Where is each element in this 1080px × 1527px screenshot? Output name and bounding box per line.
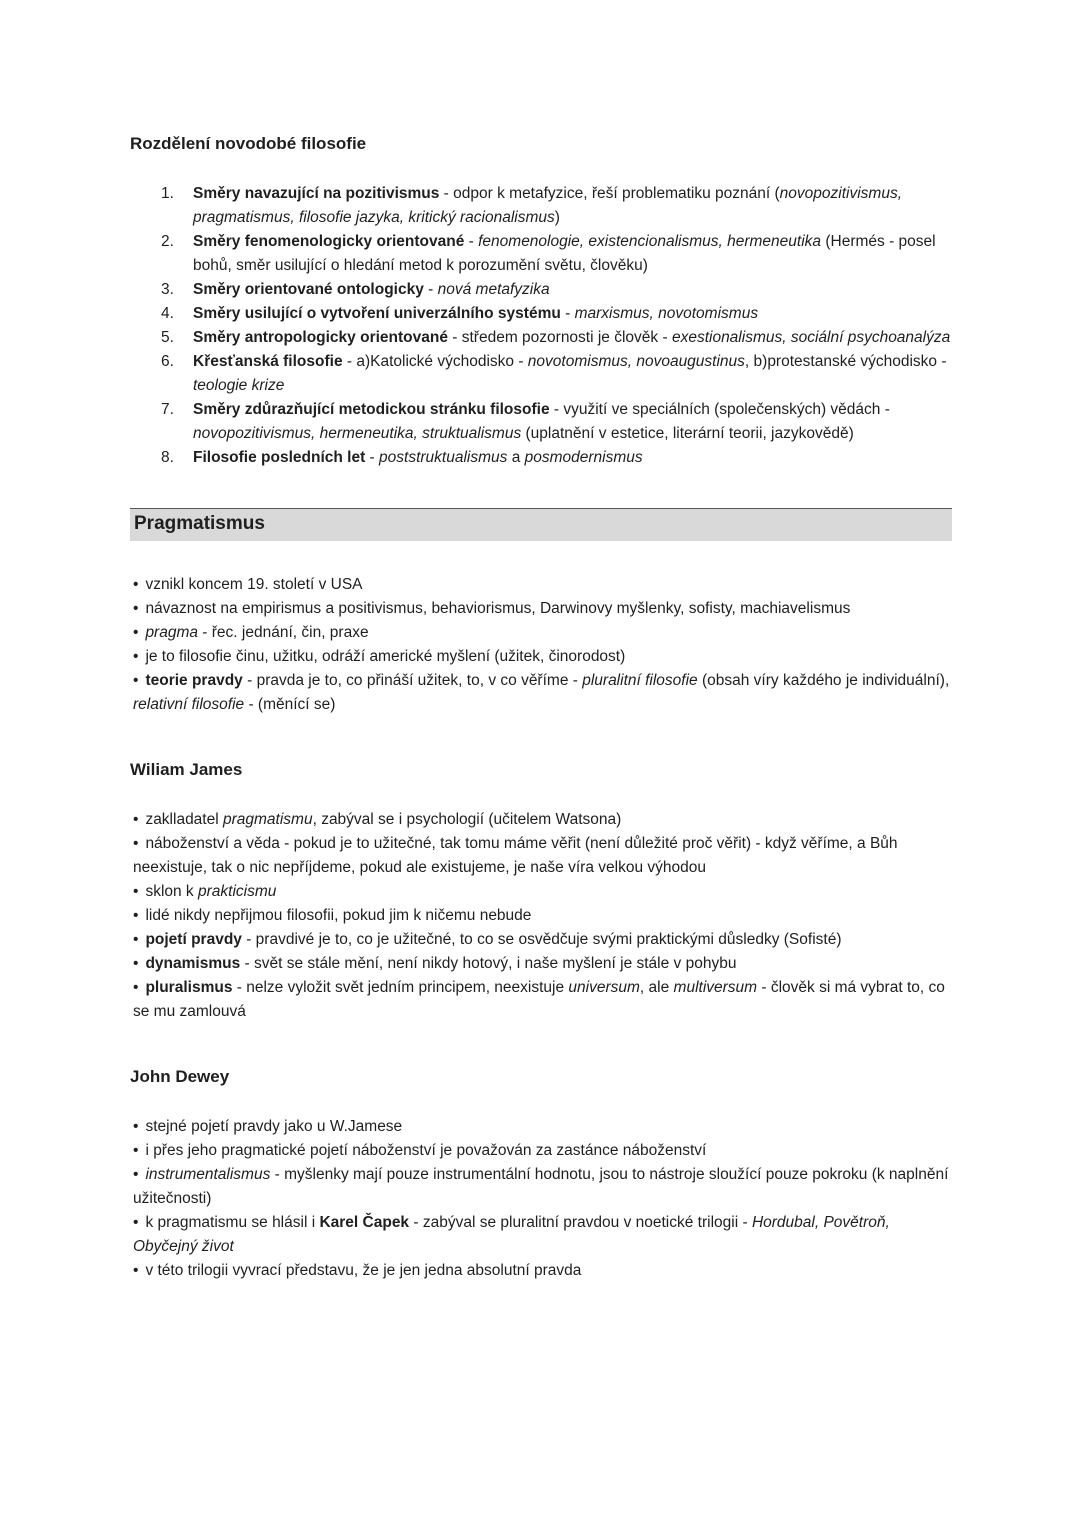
text-segment: pragma	[145, 623, 198, 641]
text-segment: (obsah víry každého je individuální),	[697, 671, 950, 689]
banner-title: Pragmatismus	[134, 513, 265, 535]
text-segment: -	[464, 233, 479, 251]
text-segment: lidé nikdy nepřijmou filosofii, pokud jim k ničemu nebude	[145, 907, 532, 925]
numbered-item	[130, 350, 952, 398]
bullet-item	[130, 928, 952, 952]
text-segment: náboženství a věda - pokud je to užitečné, tak tomu máme věřit (není důležité proč věřit) - když věříme, a Bůh neexistuje, tak o nic nepříjdeme, pokud ale existujeme, je naše víra velkou výhodou	[133, 835, 898, 877]
subheading-john-dewey: John Dewey	[130, 1067, 230, 1087]
text-segment: fenomenologie, existencionalismus, hermeneutika	[478, 233, 822, 251]
bullet-item	[130, 976, 952, 1024]
text-segment: dynamismus	[145, 955, 241, 973]
text-segment: - odpor k metafyzice, řeší problematiku poznání (	[439, 185, 780, 203]
bullet-icon: •	[133, 979, 139, 997]
text-segment: (Hermés - posel bohů, směr usilující o hledání metod k porozumění světu, člověku)	[193, 233, 936, 275]
text-segment: a	[507, 449, 525, 467]
bullet-icon: •	[133, 647, 139, 665]
text-segment: - využití ve speciálních (společenských) vědách -	[549, 401, 890, 419]
bullet-icon: •	[133, 1214, 139, 1232]
bullet-item	[130, 1115, 952, 1139]
bullet-item	[130, 1259, 952, 1283]
text-segment: návaznost na empirismus a positivismus, behaviorismus, Darwinovy myšlenky, sofisty, machiavelismus	[145, 599, 851, 617]
bullet-item	[130, 832, 952, 880]
bullet-icon: •	[133, 1142, 139, 1160]
text-segment: - řec. jednání, čin, praxe	[198, 623, 369, 641]
bullet-list-john-dewey	[130, 1115, 952, 1283]
text-segment: i přes jeho pragmatické pojetí náboženství je považován za zastánce náboženství	[145, 1142, 707, 1160]
text-segment: sklon k	[145, 883, 198, 901]
bullet-item	[130, 597, 952, 621]
bullet-icon: •	[133, 623, 139, 641]
bullet-icon: •	[133, 1166, 139, 1184]
text-segment: - člověk si má vybrat to, co se mu zamlouvá	[133, 979, 945, 1021]
bullet-item	[130, 808, 952, 832]
text-segment: - a)Katolické východisko -	[342, 353, 528, 371]
text-segment: relativní filosofie	[133, 696, 245, 713]
text-segment: pluralismus	[145, 979, 233, 997]
text-segment: je to filosofie činu, užitku, odráží americké myšlení (užitek, činorodost)	[145, 647, 626, 665]
section-banner-pragmatismus	[130, 508, 952, 541]
bullet-list-pragmatismus	[130, 573, 952, 717]
bullet-icon: •	[133, 931, 139, 949]
text-segment: novopozitivismus, pragmatismus, filosofie jazyka, kritický racionalismus	[193, 185, 902, 227]
text-segment: zaklladatel	[145, 811, 223, 829]
numbered-item	[130, 182, 952, 230]
bullet-item	[130, 573, 952, 597]
text-segment: Směry antropologicky orientované	[193, 329, 448, 347]
text-segment: universum	[568, 979, 640, 997]
bullet-item	[130, 1211, 952, 1259]
text-segment: - svět se stále mění, není nikdy hotový, i naše myšlení je stále v pohybu	[240, 955, 737, 973]
text-segment: exestionalismus, sociální psychoanalýza	[671, 329, 951, 347]
text-segment: -	[560, 305, 575, 323]
bullet-icon: •	[133, 811, 139, 829]
text-segment: posmodernismus	[524, 449, 643, 467]
bullet-icon: •	[133, 955, 139, 973]
section-heading-rozdeleni: Rozdělení novodobé filosofie	[130, 134, 367, 153]
bullet-icon: •	[133, 883, 139, 901]
text-segment: multiversum	[673, 979, 758, 997]
text-segment: Směry fenomenologicky orientované	[193, 233, 465, 251]
text-segment: Křesťanská filosofie	[193, 353, 343, 371]
subheading-wiliam-james: Wiliam James	[130, 760, 243, 780]
text-segment: Směry navazující na pozitivismus	[193, 185, 440, 203]
text-segment: pojetí pravdy	[145, 931, 242, 949]
bullet-icon: •	[133, 575, 139, 593]
text-segment: marxismus, novotomismus	[574, 305, 759, 323]
numbered-item	[130, 302, 952, 326]
text-segment: -	[423, 281, 438, 299]
text-segment: teorie pravdy	[145, 671, 243, 689]
bullet-icon: •	[133, 907, 139, 925]
bullet-icon: •	[133, 835, 139, 853]
text-segment: pragmatismu	[222, 811, 313, 829]
bullet-item	[130, 904, 952, 928]
text-segment: , b)protestanské východisko -	[744, 353, 947, 371]
text-segment: pluralitní filosofie	[582, 671, 698, 689]
bullet-icon: •	[133, 599, 139, 617]
text-segment: instrumentalismus	[145, 1166, 271, 1184]
text-segment: prakticismu	[198, 883, 277, 901]
numbered-list-filosofie-smery	[130, 182, 952, 470]
text-segment: -	[365, 449, 380, 467]
bullet-icon: •	[133, 1118, 139, 1136]
bullet-item	[130, 952, 952, 976]
text-segment: , zabýval se i psychologií (učitelem Watsona)	[312, 811, 622, 829]
text-segment: teologie krize	[193, 377, 285, 395]
text-segment: Směry orientované ontologicky	[193, 281, 424, 299]
text-segment: novotomismus, novoaugustinus	[527, 353, 745, 371]
bullet-item	[130, 669, 952, 717]
text-segment: Karel Čapek	[319, 1214, 410, 1232]
numbered-item	[130, 278, 952, 302]
text-segment: k pragmatismu se hlásil i	[145, 1214, 320, 1232]
text-segment: vznikl koncem 19. století v USA	[145, 575, 363, 593]
bullet-item	[130, 880, 952, 904]
bullet-list-wiliam-james	[130, 808, 952, 1024]
text-segment: Směry usilující o vytvoření univerzálního systému	[193, 305, 561, 323]
text-segment: stejné pojetí pravdy jako u W.Jamese	[145, 1118, 403, 1136]
numbered-item	[130, 446, 952, 470]
text-segment: - zabýval se pluralitní pravdou v noetické trilogii -	[409, 1214, 752, 1232]
text-segment: Směry zdůrazňující metodickou stránku filosofie	[193, 401, 550, 419]
bullet-item	[130, 621, 952, 645]
text-segment: Filosofie posledních let	[193, 449, 366, 467]
bullet-icon: •	[133, 671, 139, 689]
text-segment: - pravdivé je to, co je užitečné, to co se osvědčuje svými praktickými důsledky (Sofisté)	[241, 931, 842, 949]
text-segment: - (měnící se)	[244, 696, 336, 713]
text-segment: )	[554, 209, 560, 227]
text-segment: novopozitivismus, hermeneutika, struktualismus	[193, 425, 522, 443]
text-segment: - myšlenky mají pouze instrumentální hodnotu, jsou to nástroje sloužící pouze pokroku (k naplnění užitečnosti)	[133, 1166, 949, 1208]
numbered-item	[130, 398, 952, 446]
text-segment: nová metafyzika	[437, 281, 550, 299]
bullet-item	[130, 1139, 952, 1163]
text-segment: Hordubal, Povětroň, Obyčejný život	[133, 1214, 890, 1256]
text-segment: - nelze vyložit svět jedním principem, neexistuje	[232, 979, 569, 997]
bullet-item	[130, 645, 952, 669]
bullet-item	[130, 1163, 952, 1211]
text-segment: (uplatnění v estetice, literární teorii, jazykovědě)	[521, 425, 854, 443]
text-segment: - pravda je to, co přináší užitek, to, v co věříme -	[242, 671, 583, 689]
text-segment: , ale	[639, 979, 674, 997]
bullet-icon: •	[133, 1262, 139, 1280]
numbered-item	[130, 230, 952, 278]
text-segment: v této trilogii vyvrací představu, že je jen jedna absolutní pravda	[145, 1262, 582, 1280]
text-segment: poststruktualismus	[379, 449, 508, 467]
numbered-item	[130, 326, 952, 350]
text-segment: - středem pozornosti je člověk -	[447, 329, 672, 347]
